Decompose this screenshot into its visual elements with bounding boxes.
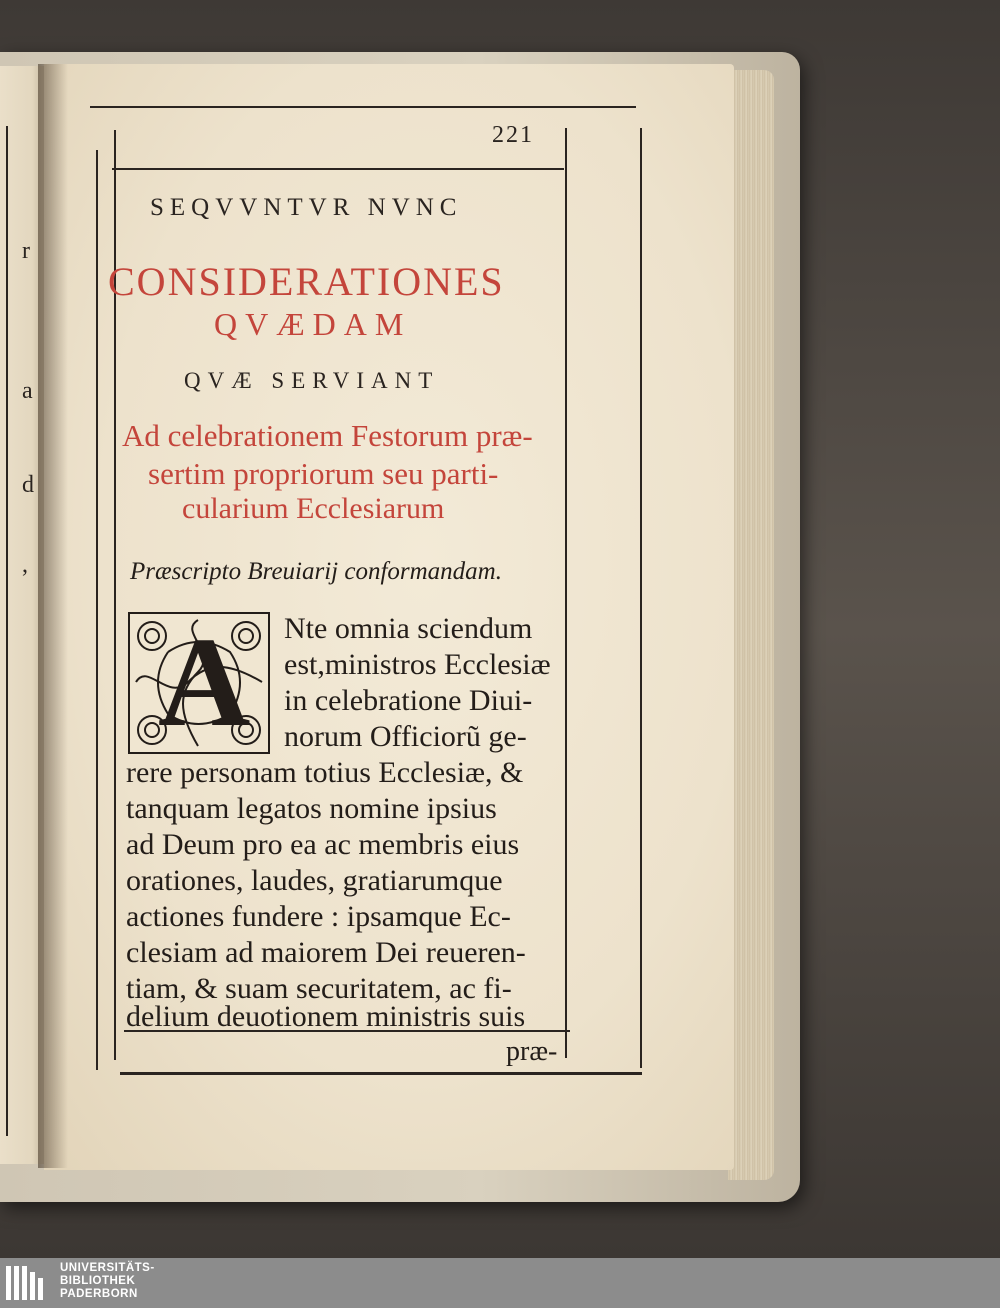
left-page-glyph: , xyxy=(22,552,28,578)
library-logo-text xyxy=(60,1262,155,1301)
body-line: orationes, laudes, gratiarumque xyxy=(126,864,503,897)
subtitle-line: cularium Ecclesiarum xyxy=(182,492,445,525)
initial-letter: A xyxy=(158,611,251,753)
heading-line-3: QVÆDAM xyxy=(214,306,412,342)
frame-bottom-rule xyxy=(120,1072,642,1075)
logo-line: UNIVERSITÄTS- xyxy=(60,1262,155,1274)
left-page-glyph: d xyxy=(22,472,34,498)
library-logo-icon xyxy=(4,1262,50,1304)
body-line: ad Deum pro ea ac membris eius xyxy=(126,828,520,861)
left-page-glyph: a xyxy=(22,378,33,404)
frame-inner-top-rule xyxy=(112,168,564,170)
footer-bar xyxy=(0,1258,1000,1308)
subtitle-line: Ad celebrationem Festorum præ- xyxy=(122,418,533,453)
page-fore-edge xyxy=(728,70,774,1180)
body-line: rere personam totius Ecclesiæ, & xyxy=(126,756,524,789)
gutter-shadow xyxy=(38,64,68,1168)
body-line: est,ministros Ecclesiæ xyxy=(284,648,551,681)
logo-line: PADERBORN xyxy=(60,1288,138,1300)
heading-line-2: CONSIDERATIONES xyxy=(108,259,505,304)
body-line: Nte omnia sciendum xyxy=(284,612,533,645)
left-page-glyph: r xyxy=(22,238,30,264)
left-page-frame-rule xyxy=(6,126,8,1136)
italic-line: Præscripto Breuiarij conformandam. xyxy=(130,558,502,585)
decorated-initial xyxy=(128,612,270,754)
heading-line-1: SEQVVNTVR NVNC xyxy=(150,194,463,221)
body-line: norum Officiorũ ge- xyxy=(284,720,527,753)
frame-right-outer-rule xyxy=(640,128,642,1068)
body-line: clesiam ad maiorem Dei reueren- xyxy=(126,936,526,969)
body-line: tanquam legatos nomine ipsius xyxy=(126,792,497,825)
heading-line-4: QVÆ SERVIANT xyxy=(184,368,440,393)
subtitle-line: sertim propriorum seu parti- xyxy=(148,456,499,491)
frame-left-outer-rule xyxy=(96,150,98,1070)
logo-line: BIBLIOTHEK xyxy=(60,1275,136,1287)
page-number: 221 xyxy=(492,122,534,148)
body-line: actiones fundere : ipsamque Ec- xyxy=(126,900,511,933)
body-line: tiam, & suam securitatem, ac fi- xyxy=(126,972,512,1005)
catchword: præ- xyxy=(506,1036,558,1067)
body-line: delium deuotionem ministris suis xyxy=(126,1000,526,1033)
body-line: in celebratione Diui- xyxy=(284,684,533,717)
frame-top-rule xyxy=(90,106,636,108)
frame-right-inner-rule xyxy=(565,128,567,1058)
